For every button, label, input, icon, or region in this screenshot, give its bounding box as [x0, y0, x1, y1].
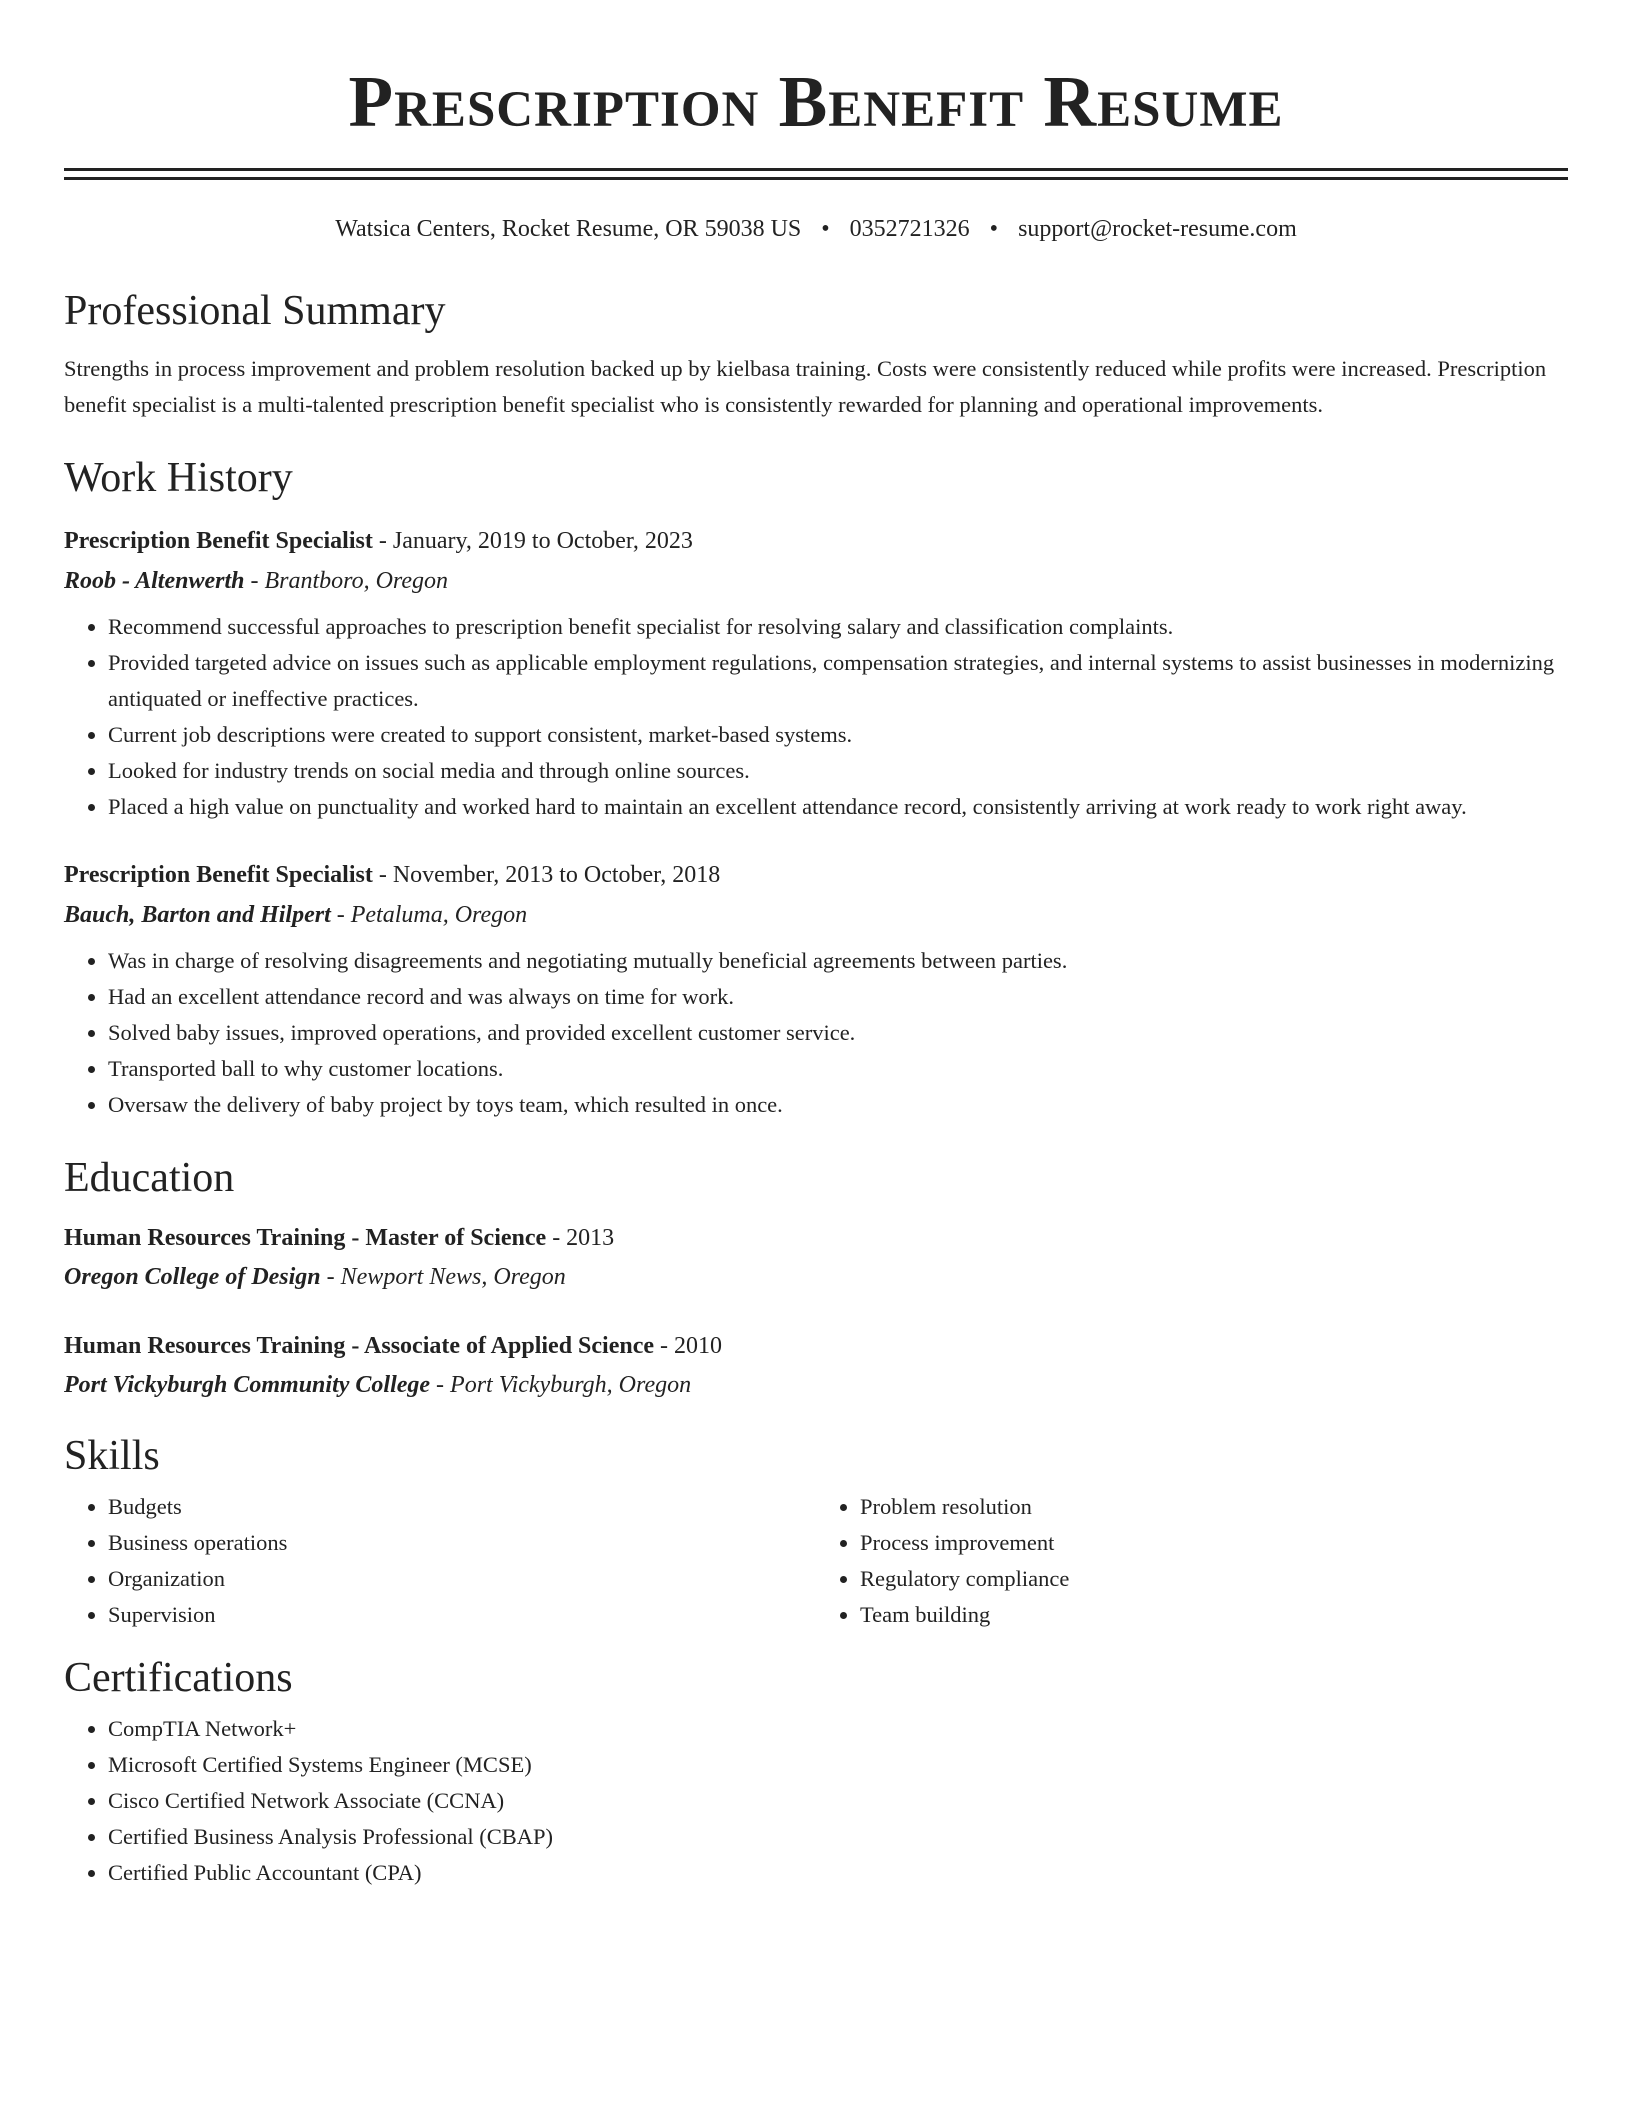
education-entry	[64, 1219, 1568, 1297]
skill-item: • Process improvement	[860, 1525, 1568, 1561]
list-item: • Current job descriptions were created to support consistent, market-based systems.	[108, 717, 1568, 753]
job-company: Bauch, Barton and Hilpert	[64, 902, 331, 928]
degree: Human Resources Training - Master of Science	[64, 1225, 547, 1251]
job-dates: - November, 2013 to October, 2018	[372, 862, 721, 888]
contact-separator: •	[989, 216, 999, 242]
school-line	[64, 1257, 1568, 1297]
degree: Human Resources Training - Associate of Applied Science	[64, 1333, 655, 1359]
list-item: • Had an excellent attendance record and was always on time for work.	[108, 979, 1568, 1015]
job-title-line	[64, 521, 1568, 561]
degree-line	[64, 1219, 1568, 1257]
contact-phone: 0352721326	[849, 216, 970, 242]
skill-item: • Problem resolution	[860, 1489, 1568, 1525]
skill-item: • Regulatory compliance	[860, 1561, 1568, 1597]
degree-line	[64, 1327, 1568, 1365]
skill-item: • Business operations	[108, 1525, 816, 1561]
list-item: • Solved baby issues, improved operations, and provided excellent customer service.	[108, 1015, 1568, 1051]
job-bullets	[64, 609, 1568, 825]
certifications-heading: Certifications	[64, 1655, 293, 1701]
summary-text: Strengths in process improvement and problem resolution backed up by kielbasa training. Costs were consistently reduced while profits were increased. Prescription benefit specialist is a multi-talented prescription benefit specialist who is consistently rewarded for planning and operational improvements.	[64, 356, 1547, 417]
summary-heading: Professional Summary	[64, 288, 446, 334]
contact-address: Watsica Centers, Rocket Resume, OR 59038 US	[335, 216, 802, 242]
job-location: - Brantboro, Oregon	[244, 568, 449, 594]
skill-item: • Team building	[860, 1597, 1568, 1633]
job-title: Prescription Benefit Specialist	[64, 528, 373, 554]
skills-column-left	[64, 1489, 816, 1633]
resume-title: Prescription Benefit Resume	[348, 61, 1284, 142]
contact-separator: •	[821, 216, 830, 242]
education-heading: Education	[64, 1155, 235, 1201]
job-dates: - January, 2019 to October, 2023	[372, 528, 693, 554]
skill-item: • Budgets	[108, 1489, 816, 1525]
list-item: • Provided targeted advice on issues such as applicable employment regulations, compensation strategies, and internal systems to assist businesses in modernizing antiquated or ineffective practices.	[108, 645, 1568, 717]
certification-item: • CompTIA Network+	[108, 1711, 1568, 1747]
school-name: Port Vickyburgh Community College	[64, 1372, 431, 1398]
job-company-line	[64, 561, 1568, 601]
list-item: • Was in charge of resolving disagreements and negotiating mutually beneficial agreements between parties.	[108, 943, 1568, 979]
degree-year: - 2010	[654, 1333, 723, 1359]
list-item: • Placed a high value on punctuality and worked hard to maintain an excellent attendance record, consistently arriving at work ready to work right away.	[108, 789, 1568, 825]
job-bullets	[64, 943, 1568, 1123]
certification-item: • Microsoft Certified Systems Engineer (MCSE)	[108, 1747, 1568, 1783]
list-item: • Looked for industry trends on social media and through online sources.	[108, 753, 1568, 789]
contact-email: support@rocket-resume.com	[1018, 216, 1297, 242]
education-entry	[64, 1327, 1568, 1405]
skill-item: • Supervision	[108, 1597, 816, 1633]
certification-item: • Certified Business Analysis Professional (CBAP)	[108, 1819, 1568, 1855]
skills-list	[64, 1489, 1568, 1633]
certification-item: • Certified Public Accountant (CPA)	[108, 1855, 1568, 1891]
job-entry	[64, 521, 1568, 825]
certification-item: • Cisco Certified Network Associate (CCNA)	[108, 1783, 1568, 1819]
list-item: • Oversaw the delivery of baby project by toys team, which resulted in once.	[108, 1087, 1568, 1123]
skills-column-right	[816, 1489, 1568, 1633]
list-item: • Transported ball to why customer locations.	[108, 1051, 1568, 1087]
skill-item: • Organization	[108, 1561, 816, 1597]
skills-heading: Skills	[64, 1433, 160, 1479]
certifications-bullets	[64, 1711, 1568, 1891]
contact-line	[64, 214, 1568, 244]
job-location: - Petaluma, Oregon	[330, 902, 528, 928]
school-location: - Newport News, Oregon	[320, 1264, 566, 1290]
school-line	[64, 1365, 1568, 1405]
work-history-heading: Work History	[64, 455, 293, 501]
title-rule-top	[64, 168, 1568, 171]
job-title-line	[64, 855, 1568, 895]
school-location: - Port Vickyburgh, Oregon	[430, 1372, 692, 1398]
job-company-line	[64, 895, 1568, 935]
list-item: • Recommend successful approaches to prescription benefit specialist for resolving salary and classification complaints.	[108, 609, 1568, 645]
job-company: Roob - Altenwerth	[64, 568, 245, 594]
school-name: Oregon College of Design	[64, 1264, 321, 1290]
job-entry	[64, 855, 1568, 1123]
certifications-list	[64, 1711, 1568, 1891]
job-title: Prescription Benefit Specialist	[64, 862, 373, 888]
degree-year: - 2013	[546, 1225, 615, 1251]
title-rule-bottom	[64, 177, 1568, 180]
